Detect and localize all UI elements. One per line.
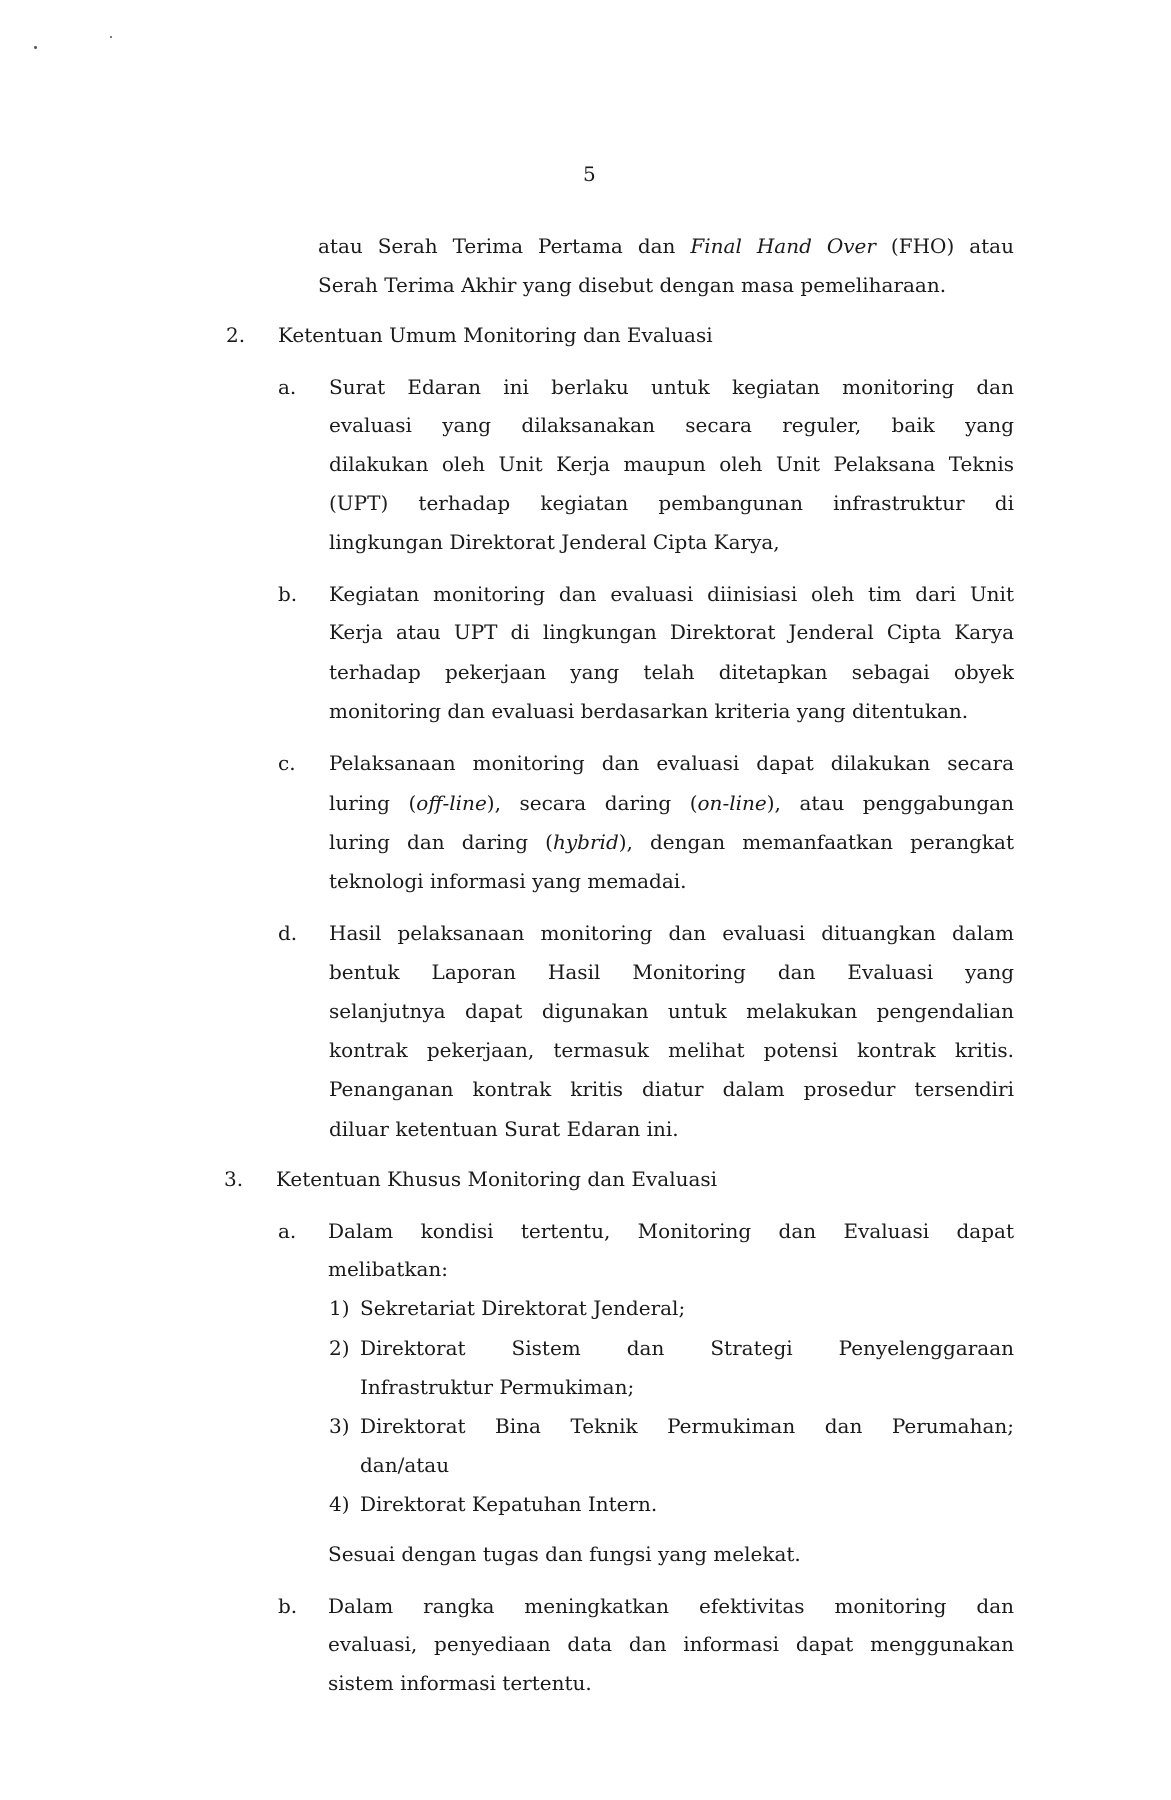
text-run: ), secara daring (	[486, 791, 698, 815]
section-2b-marker: b.	[278, 582, 298, 606]
text-run: Pelaksanaan monitoring dan evaluasi dapat dilakukan secara	[329, 751, 1014, 775]
section-2d-line	[329, 959, 1014, 985]
section-3-heading-line	[276, 1166, 717, 1192]
text-run: terhadap pekerjaan yang telah ditetapkan sebagai obyek	[329, 660, 1014, 684]
section-2c-marker: c.	[278, 751, 296, 775]
text-run: evaluasi, penyediaan data dan informasi dapat menggunakan	[328, 1632, 1014, 1656]
text-run: monitoring dan evaluasi berdasarkan kriteria yang ditentukan.	[329, 699, 969, 723]
section-2a-marker: a.	[278, 375, 297, 399]
section-2a-line	[329, 490, 1014, 516]
section-2b-line	[329, 619, 1014, 645]
text-run: diluar ketentuan Surat Edaran ini.	[329, 1117, 679, 1141]
section-2b-line	[329, 698, 968, 724]
text-run: selanjutnya dapat digunakan untuk melakukan pengendalian	[329, 999, 1014, 1023]
scan-speck	[110, 36, 112, 38]
text-run: Infrastruktur Permukiman;	[360, 1375, 635, 1399]
text-run: Serah Terima Akhir yang disebut dengan masa pemeliharaan.	[318, 273, 947, 297]
text-run: Direktorat Kepatuhan Intern.	[360, 1492, 658, 1516]
text-run: Ketentuan Umum Monitoring dan Evaluasi	[278, 323, 713, 347]
text-run: (UPT) terhadap kegiatan pembangunan infrastruktur di	[329, 491, 1014, 515]
section-3b-line	[328, 1593, 1014, 1619]
italic-term: Final Hand Over	[690, 234, 876, 258]
scan-speck	[34, 46, 37, 49]
section-2d-marker: d.	[278, 921, 298, 945]
section-3a-2-marker: 2)	[329, 1336, 350, 1360]
text-run: Penanganan kontrak kritis diatur dalam prosedur tersendiri	[329, 1077, 1014, 1101]
section-3a-line	[328, 1218, 1014, 1244]
section-3a-3-line	[360, 1452, 449, 1478]
section-2d-line	[329, 920, 1014, 946]
page-number: 5	[583, 162, 596, 186]
text-run: Kegiatan monitoring dan evaluasi diinisiasi oleh tim dari Unit	[329, 582, 1014, 606]
text-run: ), atau penggabungan	[766, 791, 1014, 815]
section-2b-line	[329, 659, 1014, 685]
text-run: Ketentuan Khusus Monitoring dan Evaluasi	[276, 1167, 718, 1191]
section-2a-line	[329, 451, 1014, 477]
section-3a-4-marker: 4)	[329, 1492, 350, 1516]
section-3a-marker: a.	[278, 1219, 297, 1243]
section-3-heading-marker: 3.	[224, 1167, 244, 1191]
text-run: Kerja atau UPT di lingkungan Direktorat Jenderal Cipta Karya	[329, 620, 1014, 644]
text-run: lingkungan Direktorat Jenderal Cipta Karya,	[329, 530, 780, 554]
text-run: Dalam rangka meningkatkan efektivitas monitoring dan	[328, 1594, 1014, 1618]
section-2d-line	[329, 1076, 1014, 1102]
section-2a-line	[329, 529, 780, 555]
text-run: Dalam kondisi tertentu, Monitoring dan Evaluasi dapat	[328, 1219, 1014, 1243]
text-run: dan/atau	[360, 1453, 450, 1477]
text-run: melibatkan:	[328, 1257, 449, 1281]
text-run: luring (	[329, 791, 417, 815]
intro-continuation-line	[318, 233, 1014, 259]
text-run: luring dan daring (	[329, 830, 553, 854]
text-run: teknologi informasi yang memadai.	[329, 869, 687, 893]
text-run: Sesuai dengan tugas dan fungsi yang melekat.	[328, 1542, 801, 1566]
section-3a-3-marker: 3)	[329, 1414, 350, 1438]
italic-term: off-line	[416, 791, 487, 815]
text-run: dilakukan oleh Unit Kerja maupun oleh Unit Pelaksana Teknis	[329, 452, 1014, 476]
section-3a-1-line	[360, 1295, 685, 1321]
section-3a-2-line	[360, 1335, 1014, 1361]
text-run: sistem informasi tertentu.	[328, 1671, 592, 1695]
intro-continuation-line	[318, 272, 946, 298]
section-3a-line	[328, 1256, 448, 1282]
section-2c-line	[329, 829, 1014, 855]
text-run: bentuk Laporan Hasil Monitoring dan Evaluasi yang	[329, 960, 1014, 984]
section-2a-line	[329, 374, 1014, 400]
text-run: Surat Edaran ini berlaku untuk kegiatan monitoring dan	[329, 375, 1014, 399]
section-2-heading-line	[278, 322, 713, 348]
text-run: Hasil pelaksanaan monitoring dan evaluasi dituangkan dalam	[329, 921, 1014, 945]
section-3a-closing-line	[328, 1541, 801, 1567]
section-3a-2-line	[360, 1374, 634, 1400]
italic-term: hybrid	[553, 830, 619, 854]
text-run: ), dengan memanfaatkan perangkat	[618, 830, 1014, 854]
section-2c-line	[329, 750, 1014, 776]
section-2c-line	[329, 868, 687, 894]
section-3a-1-marker: 1)	[329, 1296, 350, 1320]
section-2a-line	[329, 412, 1014, 438]
section-2d-line	[329, 998, 1014, 1024]
section-2c-line	[329, 790, 1014, 816]
section-3b-marker: b.	[278, 1594, 298, 1618]
text-run: atau Serah Terima Pertama dan	[318, 234, 691, 258]
section-3b-line	[328, 1670, 592, 1696]
section-3a-4-line	[360, 1491, 657, 1517]
text-run: evaluasi yang dilaksanakan secara reguler, baik yang	[329, 413, 1014, 437]
text-run: Direktorat Bina Teknik Permukiman dan Perumahan;	[360, 1414, 1014, 1438]
text-run: Sekretariat Direktorat Jenderal;	[360, 1296, 686, 1320]
section-2d-line	[329, 1116, 679, 1142]
section-2b-line	[329, 581, 1014, 607]
text-run: (FHO) atau	[875, 234, 1014, 258]
text-run: kontrak pekerjaan, termasuk melihat potensi kontrak kritis.	[329, 1038, 1014, 1062]
section-2-heading-marker: 2.	[226, 323, 246, 347]
text-run: Direktorat Sistem dan Strategi Penyelenggaraan	[360, 1336, 1014, 1360]
section-3b-line	[328, 1631, 1014, 1657]
italic-term: on-line	[697, 791, 767, 815]
section-2d-line	[329, 1037, 1014, 1063]
section-3a-3-line	[360, 1413, 1014, 1439]
